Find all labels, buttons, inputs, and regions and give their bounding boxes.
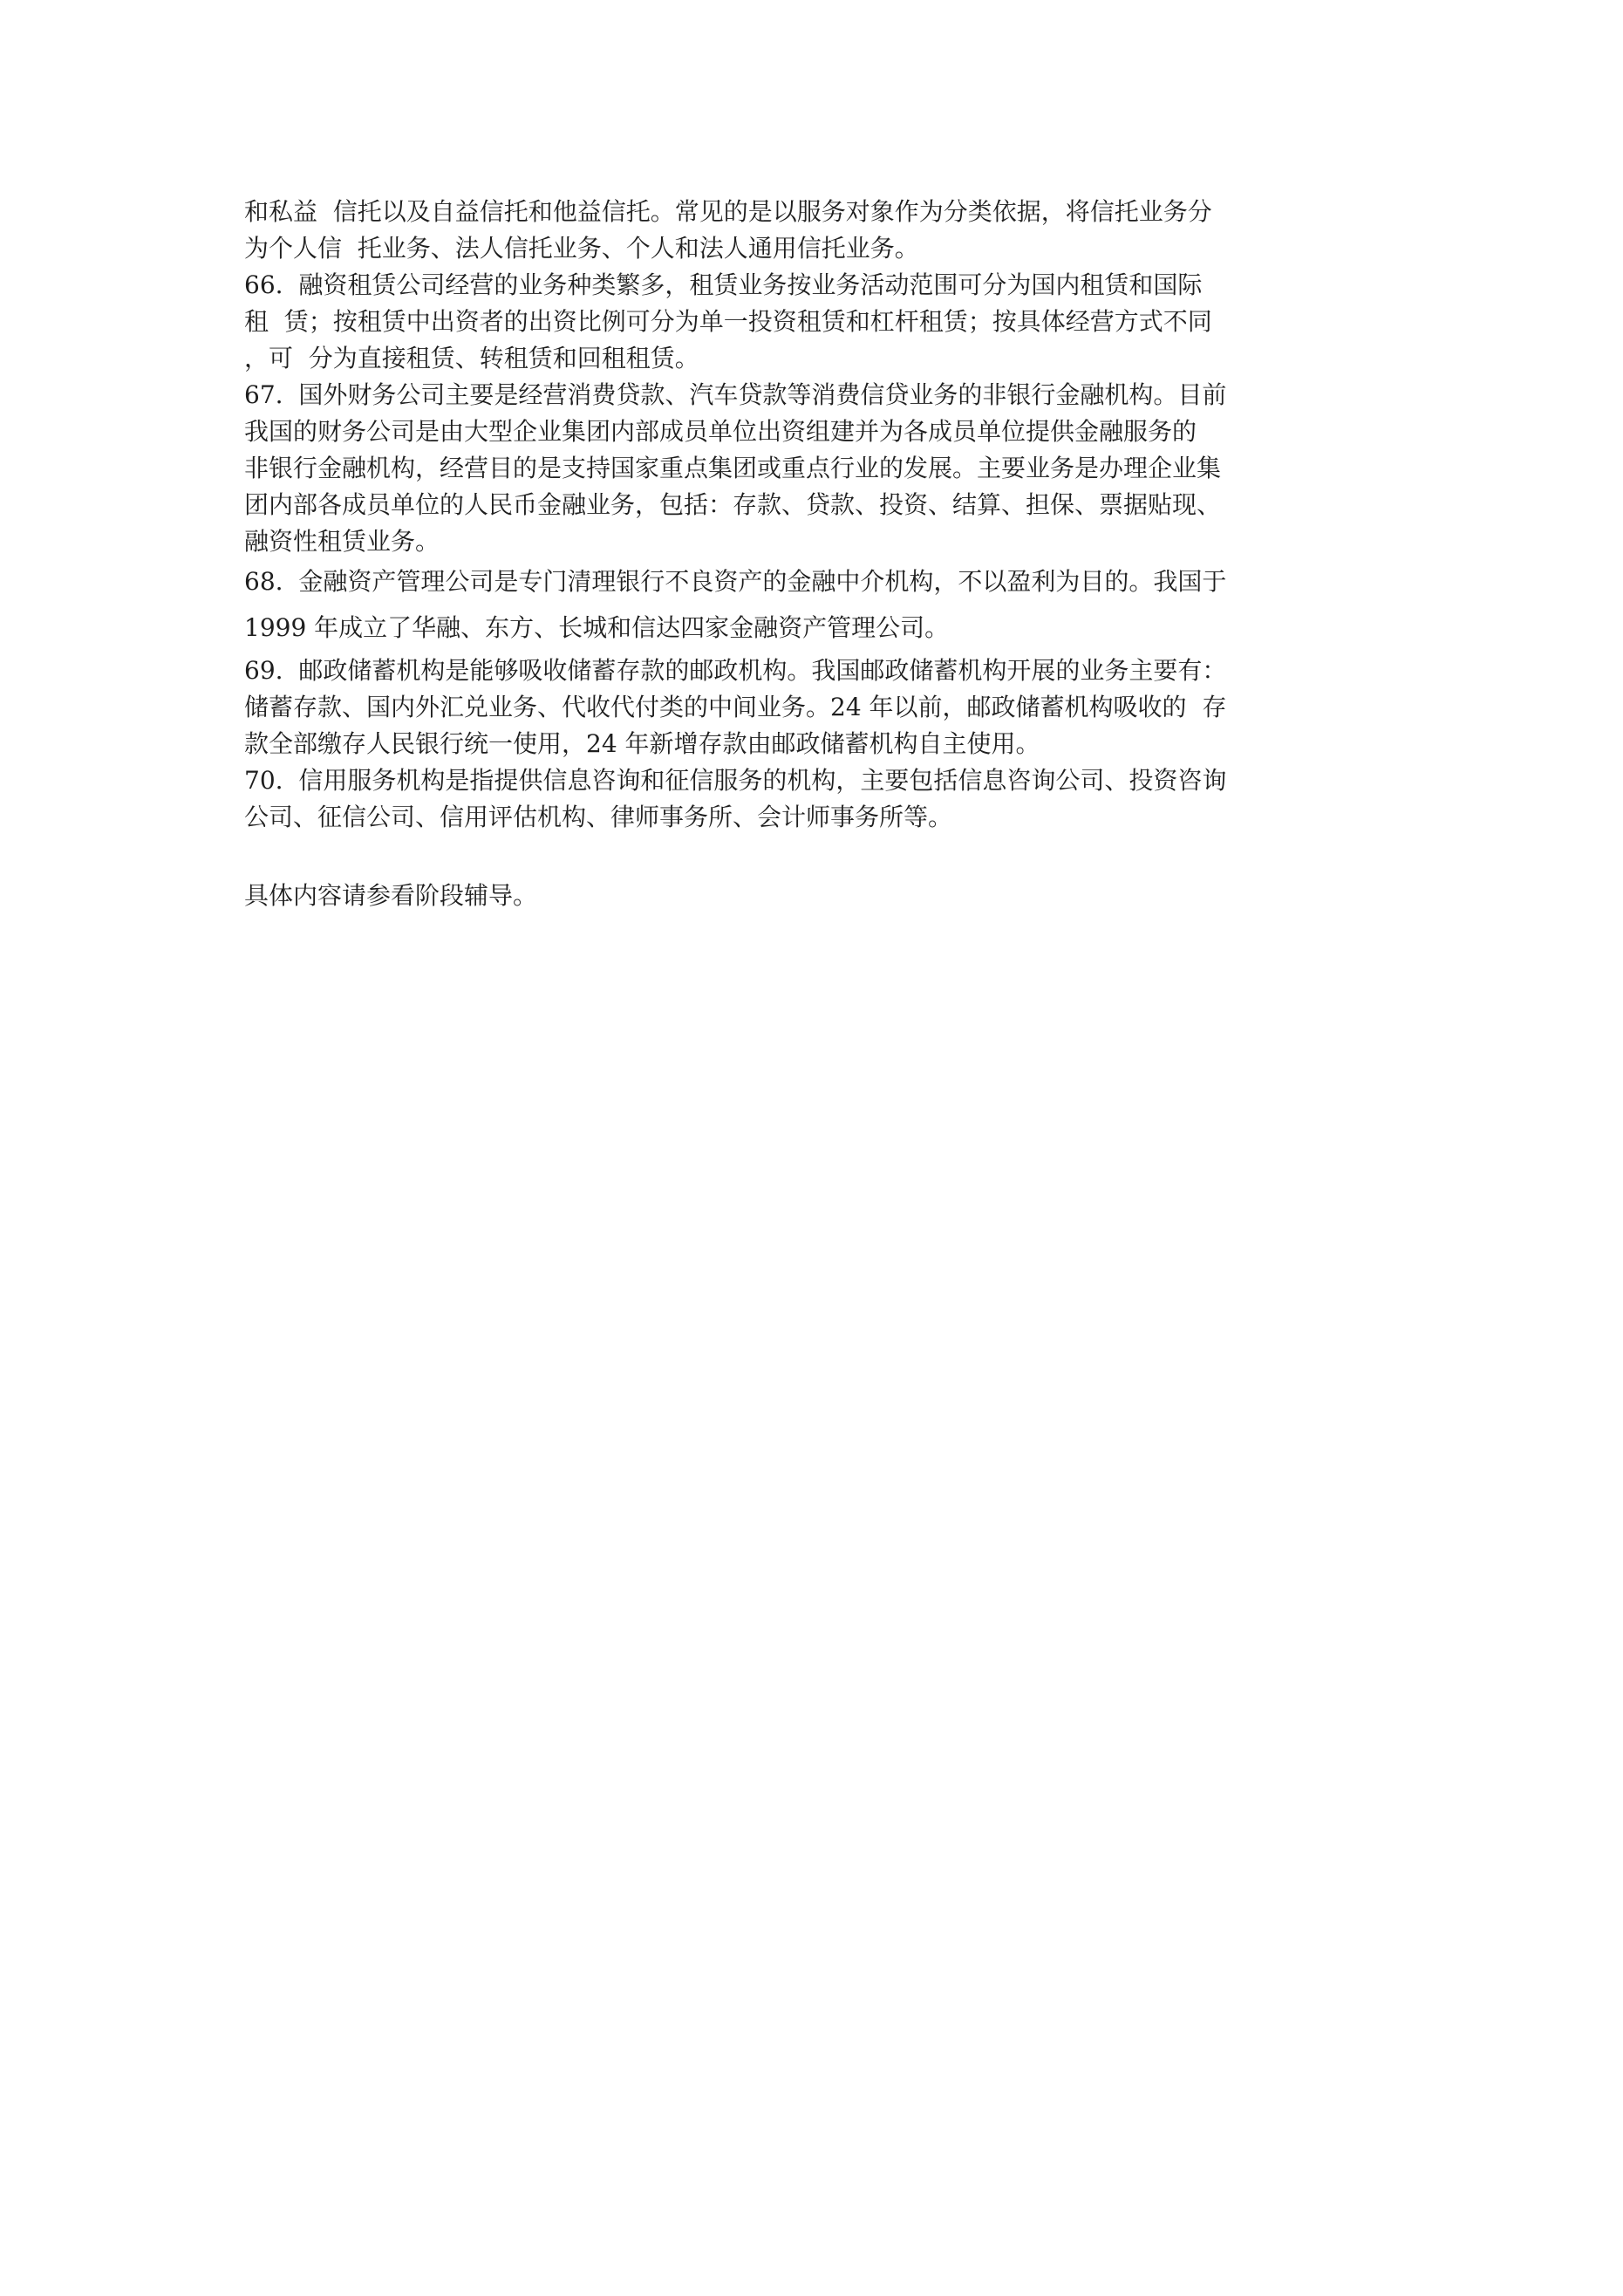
paragraph-item-67 [244,377,1404,560]
text-line: 我国的财务公司是由大型企业集团内部成员单位出资组建并为各成员单位提供金融服务的 [244,417,1197,446]
text-line: 团内部各成员单位的人民币金融业务，包括：存款、贷款、投资、结算、担保、票据贴现、 [244,490,1222,519]
paragraph-spacer [244,836,1404,878]
document-body [244,194,1404,914]
text-line: 储蓄存款、国内外汇兑业务、代收代付类的中间业务。24 年以前，邮政储蓄机构吸收的 存 [244,693,1227,721]
text-line: 公司、征信公司、信用评估机构、律师事务所、会计师事务所等。 [244,803,953,831]
text-line: 1999 年成立了华融、东方、长城和信达四家金融资产管理公司。 [244,613,950,642]
paragraph-item-69 [244,653,1404,762]
text-line: 67. 国外财务公司主要是经营消费贷款、汽车贷款等消费信贷业务的非银行金融机构。目前 [244,380,1227,409]
paragraph-item-68 [244,560,1404,653]
text-line: ，可 分为直接租赁、转租赁和回租租赁。 [244,344,699,372]
text-line: 非银行金融机构，经营目的是支持国家重点集团或重点行业的发展。主要业务是办理企业集 [244,454,1222,482]
text-line: 66. 融资租赁公司经营的业务种类繁多，租赁业务按业务活动范围可分为国内租赁和国际 [244,270,1203,299]
paragraph-trust-classification [244,194,1404,267]
text-line: 69. 邮政储蓄机构是能够吸收储蓄存款的邮政机构。我国邮政储蓄机构开展的业务主要有： [244,656,1227,685]
closing-text: 具体内容请参看阶段辅导。 [244,881,538,910]
text-line: 为个人信 托业务、法人信托业务、个人和法人通用信托业务。 [244,234,919,263]
text-line: 和私益 信托以及自益信托和他益信托。常见的是以服务对象作为分类依据，将信托业务分 [244,197,1212,226]
text-line: 租 赁；按租赁中出资者的出资比例可分为单一投资租赁和杠杆租赁；按具体经营方式不同 [244,307,1212,336]
text-line: 融资性租赁业务。 [244,527,440,556]
paragraph-item-66 [244,267,1404,377]
text-line: 68. 金融资产管理公司是专门清理银行不良资产的金融中介机构，不以盈利为目的。我国于 [244,567,1227,596]
closing-note [244,878,1404,914]
text-line: 70. 信用服务机构是指提供信息咨询和征信服务的机构，主要包括信息咨询公司、投资咨询 [244,766,1227,795]
paragraph-item-70 [244,762,1404,836]
text-line: 款全部缴存人民银行统一使用，24 年新增存款由邮政储蓄机构自主使用。 [244,729,1040,758]
